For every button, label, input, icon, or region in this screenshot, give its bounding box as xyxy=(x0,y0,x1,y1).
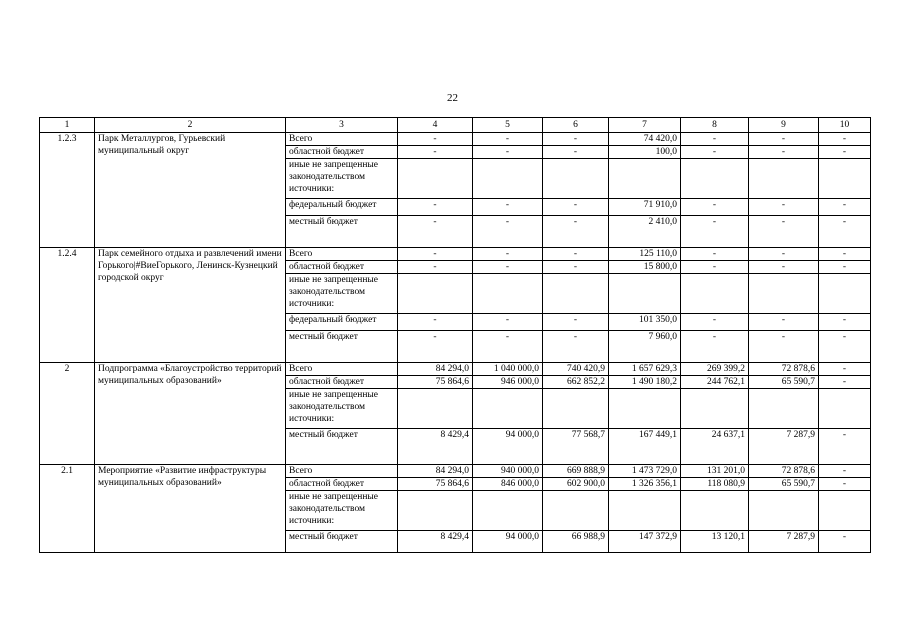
column-header: 1 xyxy=(40,118,95,133)
amount-cell: - xyxy=(819,363,871,376)
amount-cell: 269 399,2 xyxy=(681,363,749,376)
amount-cell: 15 800,0 xyxy=(609,261,681,274)
funding-source-label: Всего xyxy=(286,248,398,261)
column-header: 6 xyxy=(543,118,609,133)
amount-cell: - xyxy=(749,314,819,331)
amount-cell: - xyxy=(398,216,473,248)
amount-cell: 8 429,4 xyxy=(398,429,473,465)
amount-cell: 669 888,9 xyxy=(543,465,609,478)
funding-source-label: областной бюджет xyxy=(286,261,398,274)
amount-cell: - xyxy=(473,133,543,146)
amount-cell: 1 657 629,3 xyxy=(609,363,681,376)
amount-cell xyxy=(749,159,819,199)
amount-cell: 125 110,0 xyxy=(609,248,681,261)
item-name: Подпрограмма «Благоустройство территорий муниципальных образований» xyxy=(95,363,286,465)
amount-cell: 602 900,0 xyxy=(543,478,609,491)
table-row xyxy=(40,363,871,376)
amount-cell: 1 473 729,0 xyxy=(609,465,681,478)
amount-cell xyxy=(681,491,749,531)
amount-cell xyxy=(819,389,871,429)
column-header: 8 xyxy=(681,118,749,133)
budget-table xyxy=(39,117,871,553)
amount-cell: 77 568,7 xyxy=(543,429,609,465)
amount-cell: - xyxy=(819,199,871,216)
amount-cell xyxy=(398,491,473,531)
amount-cell: - xyxy=(749,133,819,146)
funding-source-label: местный бюджет xyxy=(286,429,398,465)
column-header: 5 xyxy=(473,118,543,133)
amount-cell: 7 960,0 xyxy=(609,331,681,363)
amount-cell: 244 762,1 xyxy=(681,376,749,389)
funding-source-label: областной бюджет xyxy=(286,376,398,389)
amount-cell xyxy=(749,274,819,314)
table-row xyxy=(40,248,871,261)
amount-cell: 946 000,0 xyxy=(473,376,543,389)
amount-cell: 94 000,0 xyxy=(473,429,543,465)
amount-cell xyxy=(681,274,749,314)
funding-source-label: иные не запрещенные законодательством источники: xyxy=(286,491,398,531)
amount-cell xyxy=(819,274,871,314)
amount-cell: 118 080,9 xyxy=(681,478,749,491)
funding-source-label: иные не запрещенные законодательством источники: xyxy=(286,159,398,199)
amount-cell xyxy=(473,389,543,429)
amount-cell xyxy=(749,491,819,531)
amount-cell: - xyxy=(681,216,749,248)
amount-cell: - xyxy=(681,261,749,274)
amount-cell: - xyxy=(681,133,749,146)
amount-cell: 740 420,9 xyxy=(543,363,609,376)
amount-cell xyxy=(819,159,871,199)
amount-cell xyxy=(543,274,609,314)
amount-cell: - xyxy=(819,331,871,363)
amount-cell: - xyxy=(819,146,871,159)
amount-cell: 75 864,6 xyxy=(398,478,473,491)
item-number: 2 xyxy=(40,363,95,465)
amount-cell: 13 120,1 xyxy=(681,531,749,553)
amount-cell: - xyxy=(473,331,543,363)
amount-cell: - xyxy=(543,248,609,261)
column-header: 9 xyxy=(749,118,819,133)
amount-cell: 846 000,0 xyxy=(473,478,543,491)
table-row xyxy=(40,465,871,478)
funding-source-label: Всего xyxy=(286,133,398,146)
amount-cell: - xyxy=(681,199,749,216)
amount-cell: 8 429,4 xyxy=(398,531,473,553)
amount-cell: - xyxy=(543,146,609,159)
amount-cell: - xyxy=(473,216,543,248)
amount-cell: - xyxy=(473,146,543,159)
amount-cell: - xyxy=(749,199,819,216)
amount-cell xyxy=(609,274,681,314)
amount-cell: - xyxy=(819,478,871,491)
amount-cell: - xyxy=(681,331,749,363)
amount-cell xyxy=(609,389,681,429)
amount-cell: - xyxy=(681,314,749,331)
amount-cell xyxy=(473,491,543,531)
column-number-header-row xyxy=(40,118,871,133)
funding-source-label: местный бюджет xyxy=(286,216,398,248)
amount-cell xyxy=(681,389,749,429)
amount-cell: 1 326 356,1 xyxy=(609,478,681,491)
amount-cell: - xyxy=(819,248,871,261)
amount-cell: - xyxy=(819,429,871,465)
amount-cell: - xyxy=(543,331,609,363)
item-number: 1.2.4 xyxy=(40,248,95,363)
column-header: 3 xyxy=(286,118,398,133)
item-name: Парк Металлургов, Гурьевский муниципальный округ xyxy=(95,133,286,248)
amount-cell: - xyxy=(543,261,609,274)
funding-source-label: Всего xyxy=(286,465,398,478)
amount-cell: 1 040 000,0 xyxy=(473,363,543,376)
amount-cell: 147 372,9 xyxy=(609,531,681,553)
amount-cell xyxy=(543,159,609,199)
column-header: 7 xyxy=(609,118,681,133)
amount-cell: - xyxy=(819,261,871,274)
amount-cell: - xyxy=(749,331,819,363)
amount-cell: - xyxy=(749,261,819,274)
amount-cell: - xyxy=(473,314,543,331)
column-header: 4 xyxy=(398,118,473,133)
amount-cell: - xyxy=(543,133,609,146)
item-number: 2.1 xyxy=(40,465,95,553)
amount-cell: 72 878,6 xyxy=(749,363,819,376)
amount-cell: - xyxy=(819,465,871,478)
amount-cell: - xyxy=(398,331,473,363)
amount-cell: - xyxy=(398,314,473,331)
amount-cell: 131 201,0 xyxy=(681,465,749,478)
amount-cell xyxy=(398,159,473,199)
amount-cell: 662 852,2 xyxy=(543,376,609,389)
amount-cell: 1 490 180,2 xyxy=(609,376,681,389)
amount-cell: - xyxy=(543,314,609,331)
amount-cell xyxy=(543,491,609,531)
funding-source-label: федеральный бюджет xyxy=(286,199,398,216)
amount-cell: - xyxy=(749,248,819,261)
amount-cell: 100,0 xyxy=(609,146,681,159)
amount-cell xyxy=(473,274,543,314)
amount-cell xyxy=(398,389,473,429)
amount-cell: - xyxy=(681,248,749,261)
amount-cell: 84 294,0 xyxy=(398,465,473,478)
amount-cell: 65 590,7 xyxy=(749,376,819,389)
amount-cell xyxy=(681,159,749,199)
item-number: 1.2.3 xyxy=(40,133,95,248)
amount-cell: - xyxy=(473,248,543,261)
amount-cell: 7 287,9 xyxy=(749,531,819,553)
amount-cell: 84 294,0 xyxy=(398,363,473,376)
amount-cell: 66 988,9 xyxy=(543,531,609,553)
amount-cell xyxy=(609,491,681,531)
amount-cell: - xyxy=(473,199,543,216)
amount-cell: - xyxy=(473,261,543,274)
amount-cell: 167 449,1 xyxy=(609,429,681,465)
funding-source-label: иные не запрещенные законодательством источники: xyxy=(286,274,398,314)
amount-cell: 74 420,0 xyxy=(609,133,681,146)
amount-cell xyxy=(819,491,871,531)
amount-cell: 940 000,0 xyxy=(473,465,543,478)
item-name: Парк семейного отдыха и развлечений имени Горького|#ВиеГорького, Ленинск-Кузнецкий городской округ xyxy=(95,248,286,363)
item-name: Мероприятие «Развитие инфраструктуры муниципальных образований» xyxy=(95,465,286,553)
amount-cell: 94 000,0 xyxy=(473,531,543,553)
amount-cell: - xyxy=(543,216,609,248)
amount-cell: - xyxy=(819,133,871,146)
amount-cell: 72 878,6 xyxy=(749,465,819,478)
amount-cell xyxy=(609,159,681,199)
amount-cell: 24 637,1 xyxy=(681,429,749,465)
funding-source-label: федеральный бюджет xyxy=(286,314,398,331)
amount-cell: 2 410,0 xyxy=(609,216,681,248)
amount-cell: 101 350,0 xyxy=(609,314,681,331)
amount-cell: - xyxy=(543,199,609,216)
amount-cell xyxy=(473,159,543,199)
amount-cell: - xyxy=(749,146,819,159)
amount-cell xyxy=(749,389,819,429)
amount-cell: 65 590,7 xyxy=(749,478,819,491)
amount-cell: - xyxy=(819,376,871,389)
amount-cell: - xyxy=(398,248,473,261)
amount-cell: - xyxy=(681,146,749,159)
amount-cell xyxy=(398,274,473,314)
funding-source-label: областной бюджет xyxy=(286,478,398,491)
funding-source-label: местный бюджет xyxy=(286,531,398,553)
funding-source-label: иные не запрещенные законодательством источники: xyxy=(286,389,398,429)
page-number: 22 xyxy=(447,92,458,104)
amount-cell: - xyxy=(398,146,473,159)
amount-cell: - xyxy=(819,216,871,248)
amount-cell: 71 910,0 xyxy=(609,199,681,216)
amount-cell: - xyxy=(398,199,473,216)
amount-cell xyxy=(543,389,609,429)
amount-cell: 7 287,9 xyxy=(749,429,819,465)
amount-cell: 75 864,6 xyxy=(398,376,473,389)
amount-cell: - xyxy=(398,261,473,274)
funding-source-label: местный бюджет xyxy=(286,331,398,363)
column-header: 10 xyxy=(819,118,871,133)
amount-cell: - xyxy=(819,531,871,553)
funding-source-label: областной бюджет xyxy=(286,146,398,159)
column-header: 2 xyxy=(95,118,286,133)
amount-cell: - xyxy=(398,133,473,146)
table-row xyxy=(40,133,871,146)
amount-cell: - xyxy=(749,216,819,248)
amount-cell: - xyxy=(819,314,871,331)
funding-source-label: Всего xyxy=(286,363,398,376)
